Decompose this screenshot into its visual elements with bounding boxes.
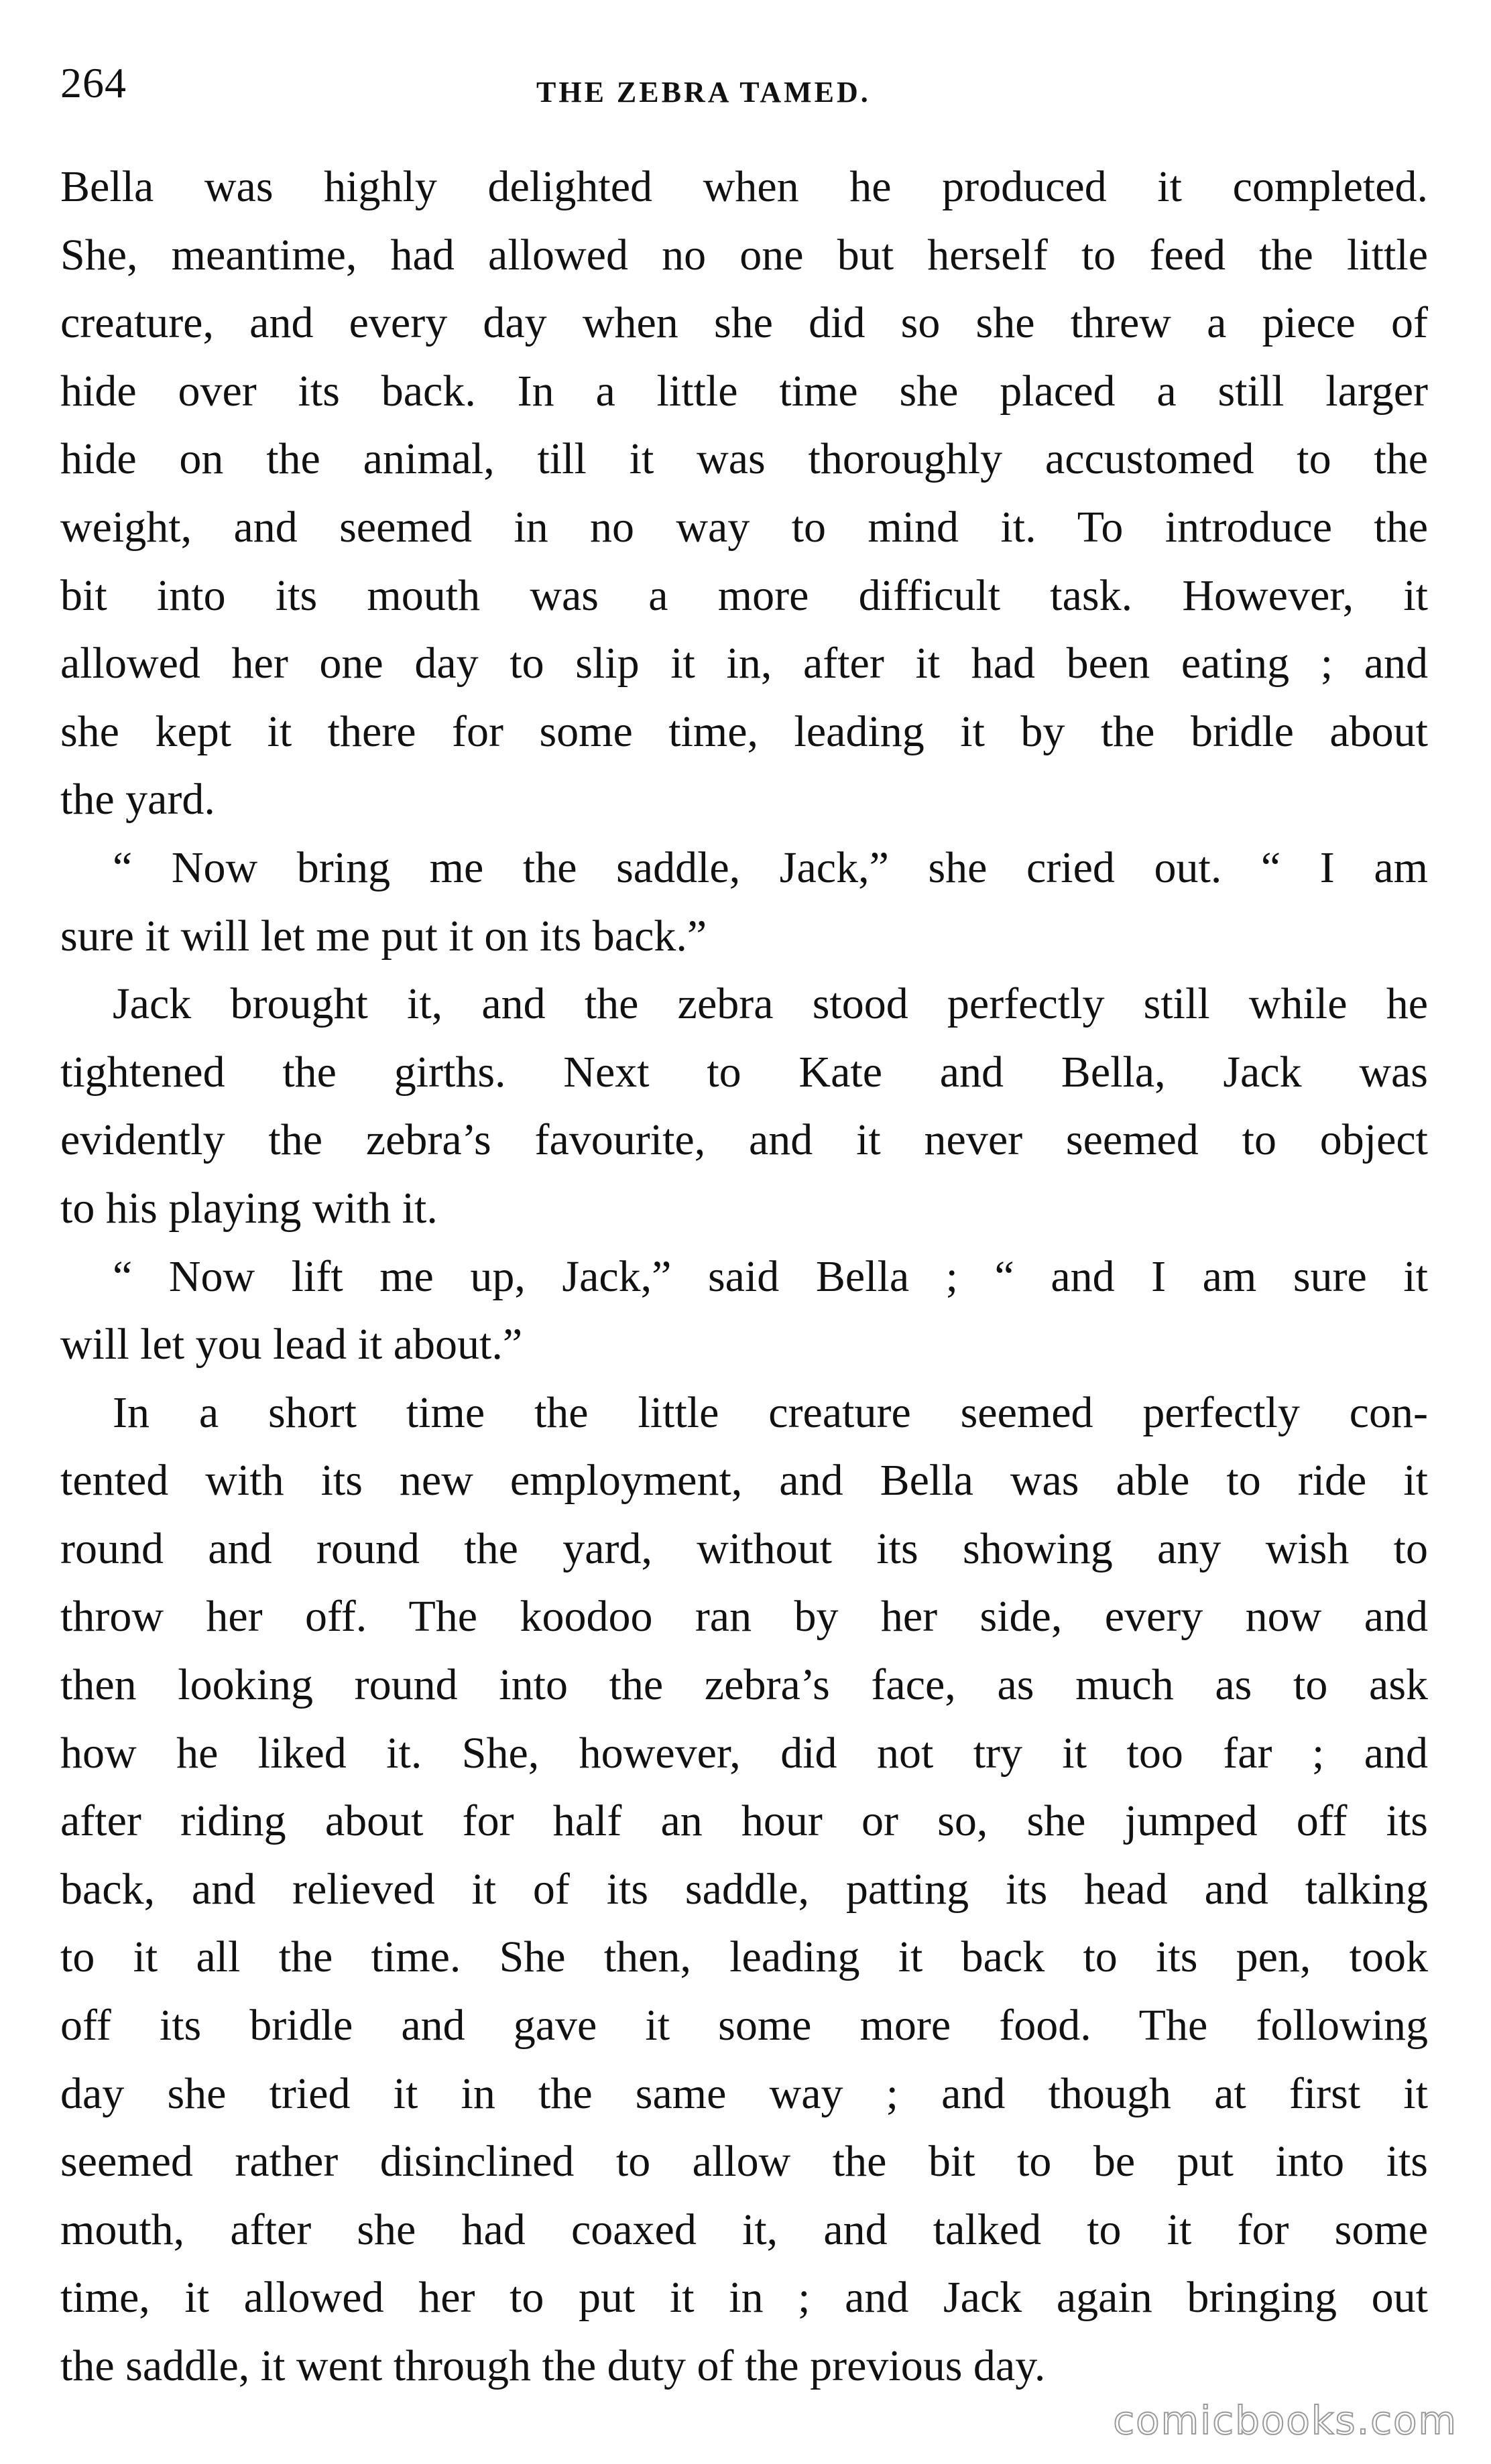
text-line: She, meantime, had allowed no one but herself to feed the little — [60, 230, 1428, 280]
text-line: to it all the time. She then, leading it back to its pen, took — [60, 1932, 1428, 1982]
text-line: In a short time the little creature seemed perfectly con- — [113, 1388, 1428, 1437]
text-line: seemed rather disinclined to allow the bit to be put into its — [60, 2137, 1428, 2186]
text-line: “ Now lift me up, Jack,” said Bella ; “ and I am sure it — [113, 1251, 1428, 1301]
text-line: allowed her one day to slip it in, after it had been eating ; and — [60, 639, 1428, 688]
text-line: Bella was highly delighted when he produced it completed. — [60, 162, 1428, 211]
text-line: throw her off. The koodoo ran by her side, every now and — [60, 1592, 1428, 1642]
text-line: round and round the yard, without its showing any wish to — [60, 1524, 1428, 1573]
text-line: Jack brought it, and the zebra stood perfectly still while he — [113, 979, 1428, 1029]
text-line: the yard. — [60, 775, 215, 824]
text-line: tightened the girths. Next to Kate and Bella, Jack was — [60, 1047, 1428, 1097]
text-line: then looking round into the zebra’s face, as much as to ask — [60, 1660, 1428, 1710]
text-line: how he liked it. She, however, did not try it too far ; and — [60, 1728, 1428, 1778]
text-line: creature, and every day when she did so she threw a piece of — [60, 298, 1428, 348]
text-line: after riding about for half an hour or so, she jumped off its — [60, 1796, 1428, 1846]
text-line: sure it will let me put it on its back.” — [60, 911, 707, 961]
running-title: THE ZEBRA TAMED. — [536, 76, 871, 109]
text-line: mouth, after she had coaxed it, and talked to it for some — [60, 2205, 1428, 2254]
text-line: tented with its new employment, and Bella was able to ride it — [60, 1456, 1428, 1505]
body-text — [60, 153, 1428, 2400]
page-number: 264 — [60, 59, 127, 107]
watermark: comicbooks.com — [1113, 2398, 1457, 2443]
text-line: “ Now bring me the saddle, Jack,” she cried out. “ I am — [113, 843, 1428, 892]
text-line: off its bridle and gave it some more food. The following — [60, 2001, 1428, 2050]
text-line: time, it allowed her to put it in ; and Jack again bringing out — [60, 2273, 1428, 2323]
text-line: bit into its mouth was a more difficult task. However, it — [60, 570, 1428, 620]
text-line: hide over its back. In a little time she placed a still larger — [60, 366, 1428, 416]
text-line: to his playing with it. — [60, 1183, 438, 1233]
text-line: will let you lead it about.” — [60, 1320, 523, 1369]
text-line: hide on the animal, till it was thoroughly accustomed to the — [60, 434, 1428, 484]
text-line: weight, and seemed in no way to mind it. To introduce the — [60, 502, 1428, 552]
text-line: the saddle, it went through the duty of the previous day. — [60, 2341, 1046, 2390]
text-line: evidently the zebra’s favourite, and it never seemed to object — [60, 1115, 1428, 1165]
text-line: back, and relieved it of its saddle, patting its head and talking — [60, 1864, 1428, 1914]
text-line: she kept it there for some time, leading it by the bridle about — [60, 706, 1428, 756]
text-line: day she tried it in the same way ; and though at first it — [60, 2069, 1428, 2118]
